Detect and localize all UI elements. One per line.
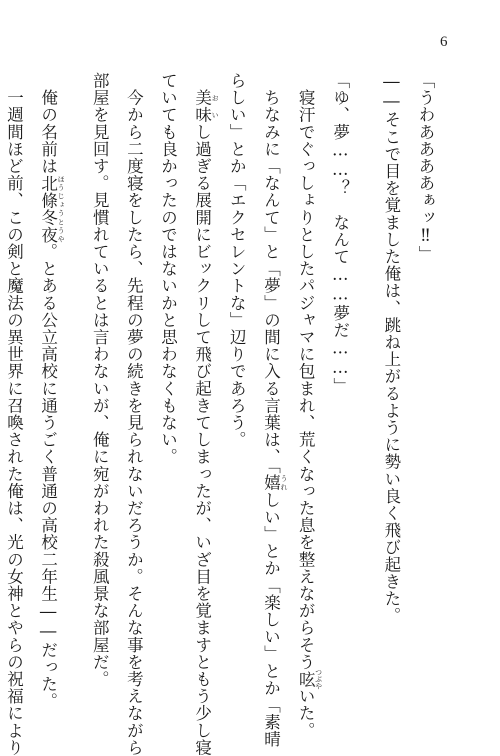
text-line: 部屋を見回す。見慣れているとは言わないが、俺に宛がわれた殺風景な部屋だ。: [90, 72, 110, 688]
furigana-ruby: 北條冬夜 ほうじょうとうや: [38, 174, 66, 244]
paragraph-gap: [357, 72, 374, 672]
page-number: 6: [440, 34, 448, 50]
furigana-reading: おい: [211, 89, 220, 124]
furigana-reading: つぶや: [314, 668, 323, 690]
text-line: 「うわああああぁッ‼」: [416, 72, 435, 263]
furigana-reading: ほうじょうとうや: [57, 174, 66, 243]
furigana-ruby: 嬉 うれ: [261, 474, 288, 492]
furigana-reading: うれ: [279, 474, 288, 492]
text-line: 一週間ほど前、この剣と魔法の異世界に召喚された俺は、光の女神とやらの祝福により: [4, 72, 24, 756]
text-line: 今から二度寝をしたら、先程の夢の続きを見られないだろうか。そんな事を考えながら: [124, 72, 144, 756]
furigana-ruby: 呟 つぶや: [296, 668, 323, 690]
paragraph-gap: [65, 72, 82, 672]
text-line: 美味 おいし過ぎる展開にビックリして飛び起きてしまったが、いざ目を覚ますともう少し寝: [192, 89, 220, 756]
furigana-ruby: 美味 おい: [192, 89, 220, 124]
vertical-text-body: [0, 72, 442, 756]
text-line: らしい」とか「エクセレントな」辺りであろう。: [227, 72, 247, 449]
text-line: ――そこで目を覚ました俺は、跳ね上がるように勢い良く飛び起きた。: [381, 72, 401, 625]
text-line: 「ゆ、夢……？ なんて……夢だ……」: [330, 72, 350, 395]
text-line: 寝汗でぐっしょりとしたパジャマに包まれ、荒くなった息を整えながらそう呟 つぶやいた。: [296, 72, 323, 739]
text-line: ちなみに「なんて」と「夢」の間に入る言葉は、「嬉 うれしい」とか「楽しい」とか「素晴: [261, 72, 288, 748]
text-line: ていても良かったのではないかと思わなくもない。: [158, 72, 178, 466]
text-line: 俺の名前は北條冬夜 ほうじょうとうや。とある公立高校に通うごく普通の高校二年生――だった。: [38, 72, 66, 710]
